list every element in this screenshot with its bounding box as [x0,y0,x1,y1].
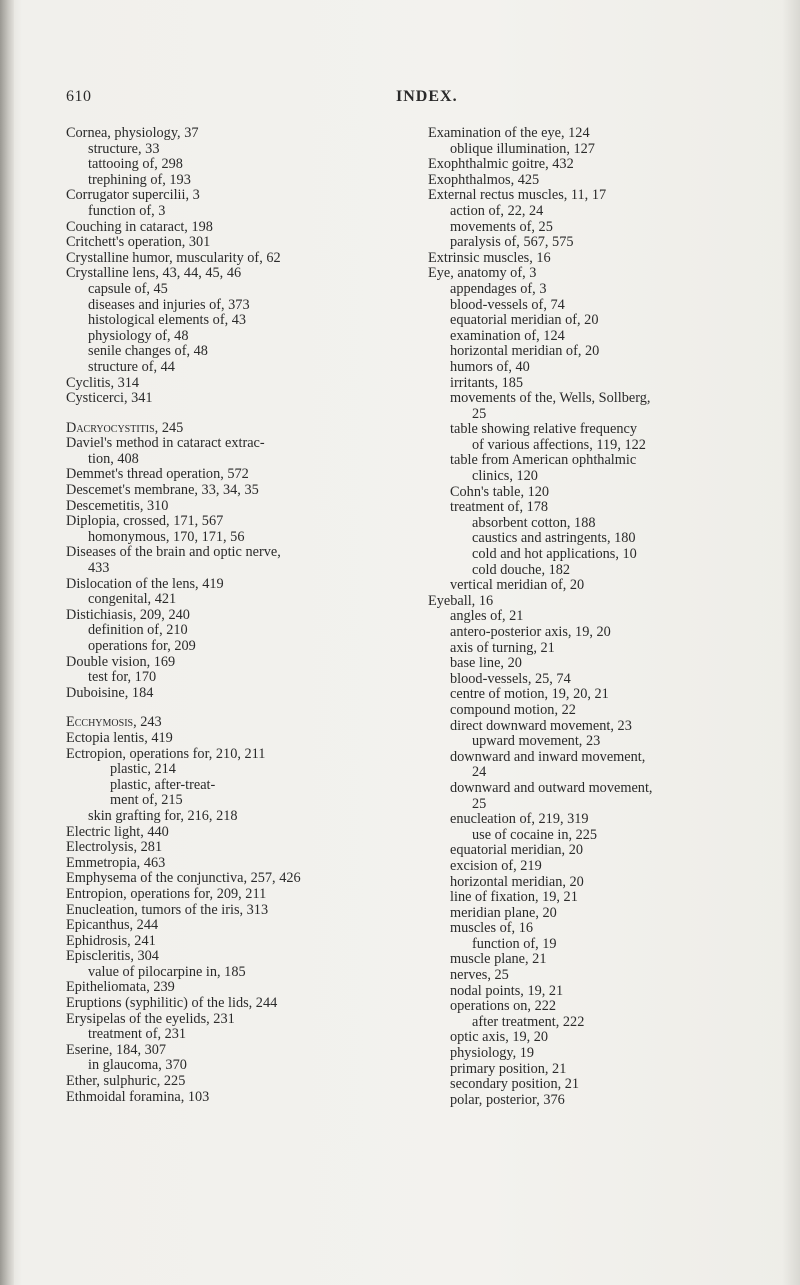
index-entry: horizontal meridian, 20 [450,873,584,890]
index-entry: Dislocation of the lens, 419 [66,575,224,592]
index-entry: diseases and injuries of, 373 [88,296,250,313]
index-entry: treatment of, 231 [88,1026,187,1043]
index-entry: capsule of, 45 [88,280,168,297]
index-entry: antero-posterior axis, 19, 20 [450,624,611,640]
index-entry: Enucleation, tumors of the iris, 313 [66,901,269,918]
section-gap [66,407,411,421]
index-entry: definition of, 210 [88,622,188,639]
index-entry: Eserine, 184, 307 [66,1041,167,1058]
index-entry: axis of turning, 21 [450,639,555,656]
running-head: INDEX. [396,88,458,105]
index-entry: Epitheliomata, 239 [66,979,175,996]
index-entry: Eyeball, 16 [428,592,494,609]
index-entry: equatorial meridian, 20 [450,842,583,859]
index-entry: Critchett's operation, 301 [66,234,211,251]
index-entry: absorbent cotton, 188 [472,514,596,531]
index-entry: compound motion, 22 [450,701,576,718]
index-entry: oblique illumination, 127 [450,140,595,157]
index-entry: base line, 20 [450,655,522,672]
index-entry: 433 [88,560,110,577]
index-entry: Distichiasis, 209, 240 [66,606,190,623]
index-entry: examination of, 124 [450,327,565,344]
index-entry: Demmet's thread operation, 572 [66,466,249,483]
index-entry: 24 [472,764,487,781]
index-entry: clinics, 120 [472,468,538,485]
index-entry: operations on, 222 [450,998,557,1015]
index-entry: ment of, 215 [110,792,183,809]
index-entry: polar, posterior, 376 [450,1091,565,1108]
index-entry: equatorial meridian of, 20 [450,312,599,329]
index-entry: action of, 22, 24 [450,202,544,219]
index-entry: Episcleritis, 304 [66,948,159,965]
index-entry: Duboisine, 184 [66,684,154,701]
index-entry: horizontal meridian of, 20 [450,343,600,360]
index-entry: Crystalline humor, muscularity of, 62 [66,249,281,266]
index-entry: Eruptions (syphilitic) of the lids, 244 [66,995,278,1012]
index-entry: Couching in cataract, 198 [66,218,213,235]
index-entry: Corrugator supercilii, 3 [66,187,200,204]
index-entry: blood-vessels, 25, 74 [450,670,571,687]
index-entry: Erysipelas of the eyelids, 231 [66,1010,235,1027]
index-entry: direct downward movement, 23 [450,717,632,734]
index-entry: histological elements of, 43 [88,312,247,329]
index-entry: Cysticerci, 341 [66,390,153,407]
index-entry: muscle plane, 21 [450,951,547,968]
index-entry: Crystalline lens, 43, 44, 45, 46 [66,265,242,282]
index-entry: Eye, anatomy of, 3 [428,265,537,282]
index-entry: plastic, 214 [110,761,176,778]
index-entry: function of, 19 [472,935,557,952]
index-entry: physiology, 19 [450,1045,535,1062]
index-entry: Ephidrosis, 241 [66,932,156,949]
index-entry: secondary position, 21 [450,1076,580,1093]
index-entry: Emphysema of the conjunctiva, 257, 426 [66,870,301,887]
index-entry: Ecchymosis, 243 [66,714,162,731]
index-entry: physiology of, 48 [88,327,189,344]
index-entry: homonymous, 170, 171, 56 [88,528,245,545]
page-number: 610 [66,88,92,105]
index-entry: blood-vessels of, 74 [450,296,565,313]
index-entry: 25 [472,795,487,812]
index-entry: Ectropion, operations for, 210, 211 [66,745,266,762]
index-entry: optic axis, 19, 20 [450,1029,549,1046]
index-entry: tion, 408 [88,450,139,467]
page-spine-shadow [0,0,14,1285]
index-entry: cold douche, 182 [472,561,571,578]
index-entry: senile changes of, 48 [88,343,208,360]
index-entry: of various affections, 119, 122 [472,436,646,453]
index-entry: primary position, 21 [450,1060,567,1077]
index-entry: nodal points, 19, 21 [450,982,564,999]
index-entry: Dacryocystitis, 245 [66,419,184,436]
index-entry: cold and hot applications, 10 [472,546,637,563]
index-entry: movements of, 25 [450,218,553,235]
index-entry: function of, 3 [88,202,166,219]
index-entry: tattooing of, 298 [88,156,183,173]
index-entry: Ectopia lentis, 419 [66,729,173,746]
page-header [0,88,800,112]
index-entry: Double vision, 169 [66,653,176,670]
index-entry: humors of, 40 [450,358,530,375]
index-entry: Emmetropia, 463 [66,854,166,871]
index-entry: in glaucoma, 370 [88,1057,187,1074]
index-entry: Descemet's membrane, 33, 34, 35 [66,482,259,499]
index-entry: table from American ophthalmic [450,452,637,469]
index-column-right [428,126,773,1108]
index-entry: Cornea, physiology, 37 [66,125,199,141]
index-entry: structure, 33 [88,140,160,157]
index-entry: trephining of, 193 [88,171,191,188]
index-entry: 25 [472,405,487,422]
index-entry: muscles of, 16 [450,920,533,937]
index-entry: paralysis of, 567, 575 [450,234,574,251]
index-entry: vertical meridian of, 20 [450,577,585,594]
index-entry: test for, 170 [88,669,157,686]
index-entry: upward movement, 23 [472,733,601,750]
index-entry: Entropion, operations for, 209, 211 [66,885,267,902]
section-gap [66,701,411,715]
index-column-left [66,126,411,1105]
index-entry: nerves, 25 [450,967,509,984]
index-entry: value of pilocarpine in, 185 [88,963,246,980]
index-entry: irritants, 185 [450,374,524,391]
index-entry: enucleation of, 219, 319 [450,811,589,828]
index-entry: angles of, 21 [450,608,524,625]
index-entry: appendages of, 3 [450,280,547,297]
index-entry: structure of, 44 [88,358,175,375]
index-entry: meridian plane, 20 [450,904,557,921]
index-entry: Electric light, 440 [66,823,169,840]
index-entry: operations for, 209 [88,638,196,654]
index-entry: downward and outward movement, [450,779,653,796]
index-entry: use of cocaine in, 225 [472,826,598,843]
index-entry: Diseases of the brain and optic nerve, [66,544,281,561]
index-entry: Ethmoidal foramina, 103 [66,1088,210,1105]
index-entry: Exophthalmic goitre, 432 [428,156,574,173]
index-entry: skin grafting for, 216, 218 [88,807,238,824]
index-entry: excision of, 219 [450,857,542,874]
index-entry: table showing relative frequency [450,421,637,438]
index-entry: External rectus muscles, 11, 17 [428,187,607,204]
index-entry: Extrinsic muscles, 16 [428,249,551,266]
index-entry: Exophthalmos, 425 [428,171,540,188]
index-entry: after treatment, 222 [472,1013,585,1030]
page-edge-shadow [782,0,800,1285]
index-entry: congenital, 421 [88,591,177,608]
index-entry: Descemetitis, 310 [66,497,169,514]
index-entry: Daviel's method in cataract extrac- [66,435,265,452]
index-entry: centre of motion, 19, 20, 21 [450,686,609,703]
index-entry: downward and inward movement, [450,748,646,765]
index-entry: Cyclitis, 314 [66,374,140,391]
index-entry: Epicanthus, 244 [66,917,159,934]
index-entry: plastic, after-treat- [110,776,216,793]
index-entry: Ether, sulphuric, 225 [66,1073,186,1090]
index-entry: Diplopia, crossed, 171, 567 [66,513,224,530]
index-entry: Cohn's table, 120 [450,483,550,500]
index-entry: movements of the, Wells, Sollberg, [450,390,651,407]
index-entry: Examination of the eye, 124 [428,125,590,141]
index-entry: caustics and astringents, 180 [472,530,636,547]
index-entry: treatment of, 178 [450,499,549,516]
index-entry: line of fixation, 19, 21 [450,889,578,906]
index-entry: Electrolysis, 281 [66,839,163,856]
